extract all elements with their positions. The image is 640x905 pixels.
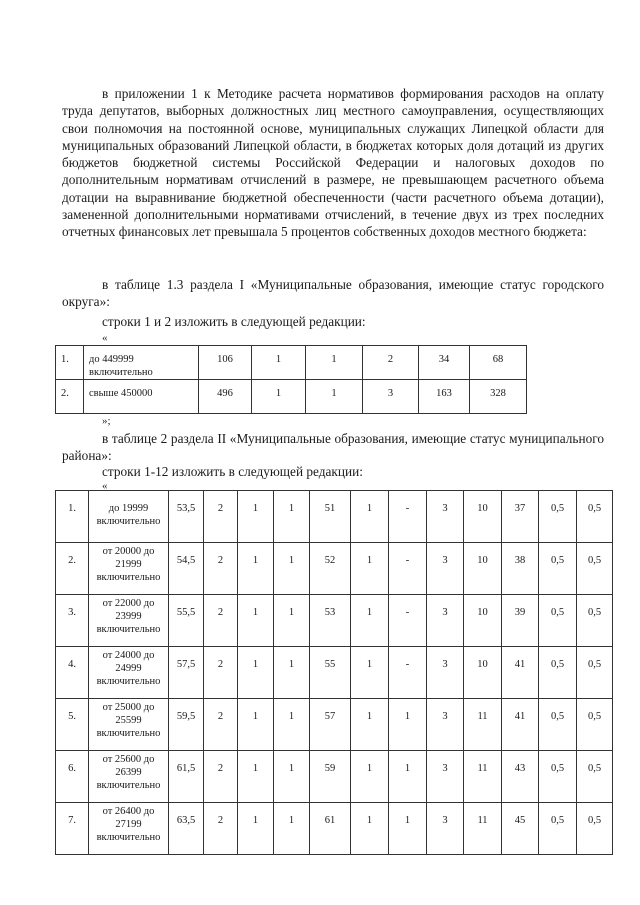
- table-cell: 3: [427, 803, 464, 855]
- table-cell: 2: [204, 647, 238, 699]
- population-range-cell: до 19999 включительно: [89, 491, 169, 543]
- table-cell: 0,5: [539, 647, 577, 699]
- row-number-cell: 2.: [56, 543, 89, 595]
- table-cell: 1: [238, 699, 274, 751]
- table-cell: 1: [274, 751, 310, 803]
- table-cell: 37: [502, 491, 539, 543]
- table-cell: -: [389, 595, 427, 647]
- table-cell: -: [389, 491, 427, 543]
- row-number-cell: 4.: [56, 647, 89, 699]
- table-cell: 10: [464, 647, 502, 699]
- table-cell: 2.: [56, 380, 84, 414]
- table-cell: 0,5: [577, 595, 613, 647]
- table-cell: 1: [389, 751, 427, 803]
- table-1-3: [55, 345, 527, 414]
- table-cell: 41: [502, 647, 539, 699]
- table-cell: 3: [427, 751, 464, 803]
- table-cell: 41: [502, 699, 539, 751]
- table-cell: 10: [464, 543, 502, 595]
- population-range-cell: от 25600 до 26399 включительно: [89, 751, 169, 803]
- table-cell: 0,5: [539, 699, 577, 751]
- table-cell: 1: [351, 647, 389, 699]
- table-cell: 54,5: [169, 543, 204, 595]
- row-number-cell: 6.: [56, 751, 89, 803]
- table-cell: 0,5: [577, 647, 613, 699]
- table-cell: 1: [238, 751, 274, 803]
- table-row: [56, 647, 613, 699]
- table-cell: 1: [252, 346, 306, 380]
- table-cell: 0,5: [539, 803, 577, 855]
- table-row: [56, 699, 613, 751]
- table-cell: 1: [274, 491, 310, 543]
- open-quote-2: «: [102, 480, 108, 492]
- table-cell: 2: [363, 346, 419, 380]
- table-row: [56, 380, 527, 414]
- table-cell: до 449999 включительно: [84, 346, 199, 380]
- table-cell: 0,5: [577, 803, 613, 855]
- table-cell: 2: [204, 751, 238, 803]
- table-cell: 1: [306, 380, 363, 414]
- table-cell: 1: [238, 595, 274, 647]
- table-cell: 1: [274, 647, 310, 699]
- table-cell: 1: [274, 595, 310, 647]
- table-row: [56, 751, 613, 803]
- open-quote: «: [102, 332, 108, 344]
- table-cell: 1: [351, 595, 389, 647]
- population-range-cell: от 20000 до 21999 включительно: [89, 543, 169, 595]
- table-cell: 2: [204, 491, 238, 543]
- table-cell: 1: [306, 346, 363, 380]
- table-cell: 328: [470, 380, 527, 414]
- table-cell: 2: [204, 543, 238, 595]
- table-cell: 1: [238, 491, 274, 543]
- table-cell: 2: [204, 699, 238, 751]
- table-row: [56, 543, 613, 595]
- row-number-cell: 5.: [56, 699, 89, 751]
- table-cell: 53: [310, 595, 351, 647]
- table-cell: 1.: [56, 346, 84, 380]
- population-range-cell: от 24000 до 24999 включительно: [89, 647, 169, 699]
- table-cell: 3: [427, 491, 464, 543]
- table-cell: 39: [502, 595, 539, 647]
- paragraph-intro: в приложении 1 к Методике расчета нормативов формирования расходов на оплату труда депутатов, выборных должностных лиц местного самоуправления, осуществляющих свои полномочия на постоянной основе, муниципальных служащих Липецкой области для муниципальных образований Липецкой области, в бюджетах которых доля дотаций из других бюджетов бюджетной системы Российской Федерации и налоговых доходов по дополнительным нормативам отчислений в размере, не превышающем расчетного объема дотации на выравнивание бюджетной обеспеченности (части расчетного объема дотации), замененной дополнительными нормативами отчислений, в течение двух из трех последних отчетных финансовых лет превышала 5 процентов собственных доходов местного бюджета:: [62, 86, 604, 240]
- table-cell: 1: [252, 380, 306, 414]
- table-cell: 10: [464, 595, 502, 647]
- table-cell: 1: [351, 699, 389, 751]
- table-cell: 0,5: [539, 491, 577, 543]
- table-cell: 0,5: [539, 751, 577, 803]
- table-cell: 61: [310, 803, 351, 855]
- paragraph-rows-1-12: строки 1-12 изложить в следующей редакции:: [102, 464, 363, 479]
- population-range-cell: от 22000 до 23999 включительно: [89, 595, 169, 647]
- table-cell: 55: [310, 647, 351, 699]
- paragraph-rows-1-2: строки 1 и 2 изложить в следующей редакции:: [102, 314, 366, 329]
- table-row: [56, 346, 527, 380]
- table-cell: 1: [389, 803, 427, 855]
- close-quote: »;: [102, 415, 111, 427]
- table-row: [56, 595, 613, 647]
- table-cell: 3: [427, 647, 464, 699]
- table-cell: 1: [274, 543, 310, 595]
- table-cell: 59,5: [169, 699, 204, 751]
- table-row: [56, 491, 613, 543]
- table-cell: 1: [238, 543, 274, 595]
- table-cell: 0,5: [539, 595, 577, 647]
- table-cell: 11: [464, 803, 502, 855]
- table-cell: -: [389, 647, 427, 699]
- table-cell: 52: [310, 543, 351, 595]
- table-cell: 1: [351, 543, 389, 595]
- table-cell: 57,5: [169, 647, 204, 699]
- table-cell: 63,5: [169, 803, 204, 855]
- table-row: [56, 803, 613, 855]
- table-cell: 0,5: [577, 543, 613, 595]
- population-range-cell: от 26400 до 27199 включительно: [89, 803, 169, 855]
- table-cell: 55,5: [169, 595, 204, 647]
- table-cell: 43: [502, 751, 539, 803]
- table-cell: 10: [464, 491, 502, 543]
- table-cell: 59: [310, 751, 351, 803]
- table-cell: 0,5: [539, 543, 577, 595]
- table-cell: свыше 450000: [84, 380, 199, 414]
- table-cell: 68: [470, 346, 527, 380]
- table-cell: 51: [310, 491, 351, 543]
- table-cell: 11: [464, 699, 502, 751]
- paragraph-table-2: в таблице 2 раздела II «Муниципальные образования, имеющие статус муниципального района»:: [62, 431, 604, 464]
- table-cell: 2: [204, 803, 238, 855]
- table-cell: 61,5: [169, 751, 204, 803]
- table-cell: 1: [351, 751, 389, 803]
- table-cell: 3: [427, 543, 464, 595]
- table-cell: 0,5: [577, 699, 613, 751]
- table-cell: 496: [199, 380, 252, 414]
- table-cell: 3: [427, 595, 464, 647]
- table-cell: -: [389, 543, 427, 595]
- table-cell: 38: [502, 543, 539, 595]
- row-number-cell: 7.: [56, 803, 89, 855]
- table-cell: 0,5: [577, 491, 613, 543]
- table-cell: 3: [363, 380, 419, 414]
- row-number-cell: 3.: [56, 595, 89, 647]
- table-cell: 45: [502, 803, 539, 855]
- table-cell: 34: [419, 346, 470, 380]
- table-cell: 163: [419, 380, 470, 414]
- table-cell: 1: [351, 803, 389, 855]
- table-cell: 1: [238, 647, 274, 699]
- table-cell: 1: [389, 699, 427, 751]
- table-cell: 106: [199, 346, 252, 380]
- table-cell: 57: [310, 699, 351, 751]
- table-cell: 1: [274, 699, 310, 751]
- table-cell: 11: [464, 751, 502, 803]
- paragraph-table-1-3: в таблице 1.3 раздела I «Муниципальные образования, имеющие статус городского округа»:: [62, 277, 604, 310]
- population-range-cell: от 25000 до 25599 включительно: [89, 699, 169, 751]
- table-2: [55, 490, 613, 855]
- table-cell: 3: [427, 699, 464, 751]
- table-cell: 53,5: [169, 491, 204, 543]
- table-cell: 1: [351, 491, 389, 543]
- table-cell: 0,5: [577, 751, 613, 803]
- table-cell: 1: [238, 803, 274, 855]
- row-number-cell: 1.: [56, 491, 89, 543]
- table-cell: 1: [274, 803, 310, 855]
- table-cell: 2: [204, 595, 238, 647]
